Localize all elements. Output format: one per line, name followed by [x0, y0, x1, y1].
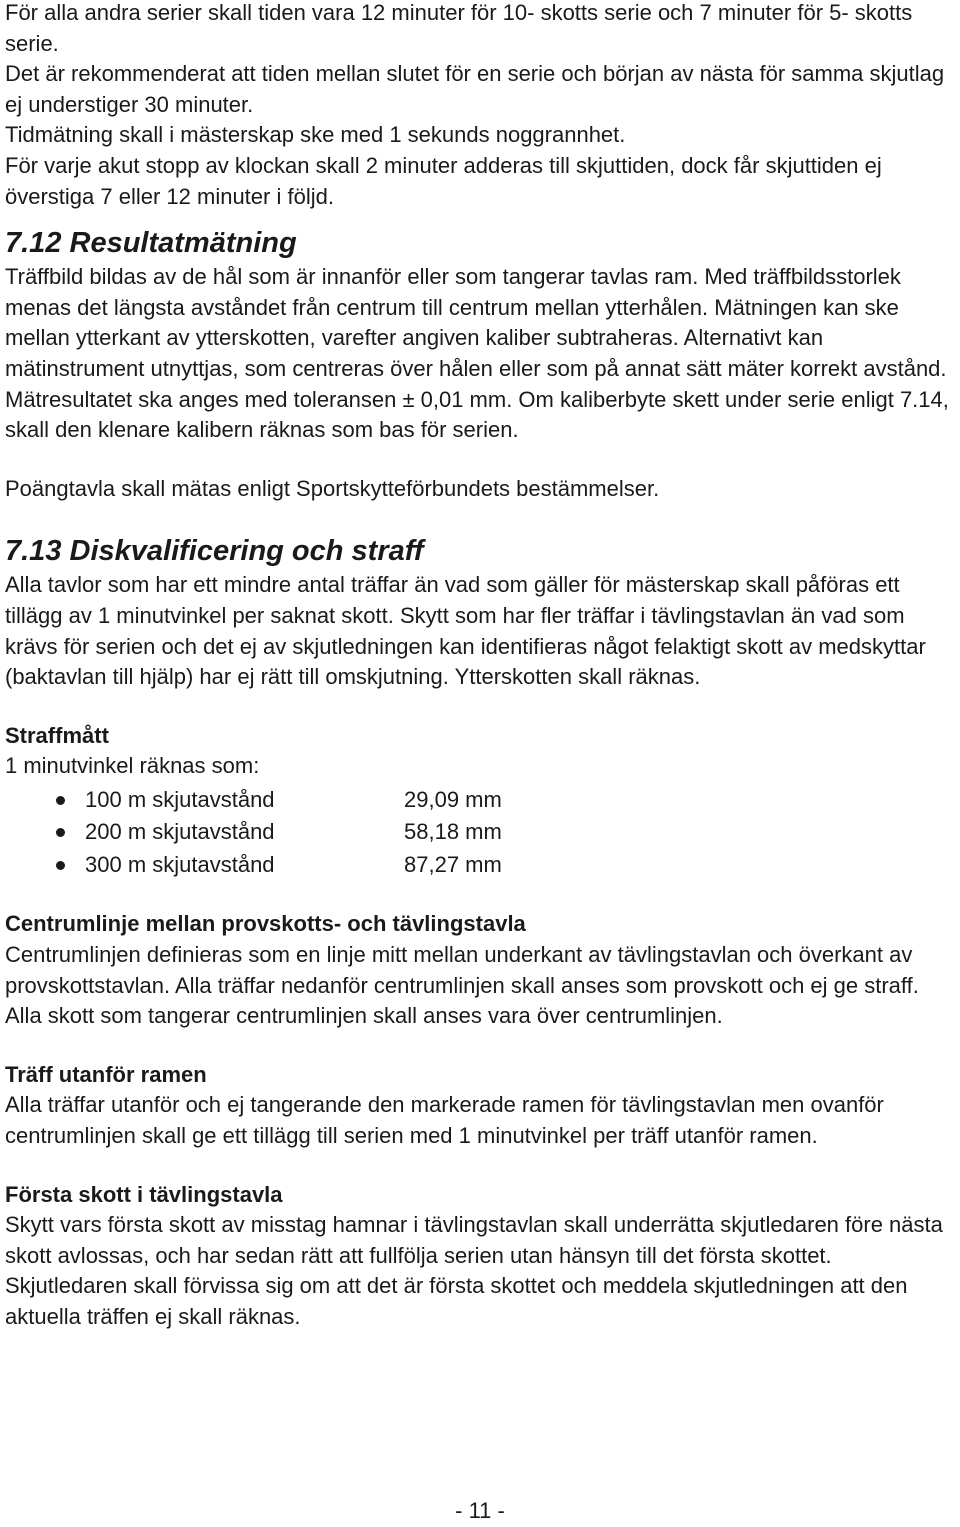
distance-value: 58,18 mm [404, 819, 502, 845]
list-item [5, 849, 957, 882]
traff-utanfor-heading: Träff utanför ramen [5, 1061, 207, 1087]
straffmatt-intro: 1 minutvinkel räknas som: [5, 753, 260, 779]
centrumlinje-body: Centrumlinjen definieras som en linje mitt mellan underkant av tävlingstavlan och överkant av provskottstavlan. Alla träffar nedanför centrumlinjen skall anses som provskott och ej ge straff. Alla skott som tangerar centrumlinjen skall anses vara över centrumlinjen. [5, 941, 919, 1029]
bullet-icon [56, 828, 65, 837]
list-item [5, 816, 957, 849]
list-item [5, 784, 957, 817]
forsta-skott-body: Skytt vars första skott av misstag hamnar i tävlingstavlan skall underrätta skjutledaren före nästa skott avlossas, och har sedan rätt att fullfölja serien utan hänsyn till det första skottet. Skjutledaren skall förvissa sig om att det är första skottet och meddela skjutledningen att den aktuella träffen ej skall räknas. [5, 1212, 943, 1329]
section-heading-7-13: 7.13 Diskvalificering och straff [5, 535, 424, 568]
intro-paragraph-3: Tidmätning skall i mästerskap ske med 1 sekunds noggrannhet. [5, 122, 626, 148]
section-7-12-body: Träffbild bildas av de hål som är innanför eller som tangerar tavlas ram. Med träffbildsstorlek menas det längsta avståndet från centrum till centrum mellan ytterhålen. Mätningen kan ske mellan ytterkant av ytterskotten, varefter angiven kaliber subtraheras. Alternativt kan mätinstrument utnyttjas, som centreras över hålen eller som på annat sätt mäter korrekt avstånd. Mätresultatet ska anges med toleransen ± 0,01 mm. Om kaliberbyte skett under serie enligt 7.14, skall den klenare kalibern räknas som bas för serien. [5, 264, 949, 443]
distance-label: 100 m skjutavstånd [85, 786, 275, 812]
bullet-icon [56, 861, 65, 870]
forsta-skott-heading: Första skott i tävlingstavla [5, 1181, 283, 1207]
distance-value: 29,09 mm [404, 786, 502, 812]
page-number: - 11 - [455, 1498, 505, 1523]
distance-label: 200 m skjutavstånd [85, 819, 275, 845]
centrumlinje-heading: Centrumlinje mellan provskotts- och tävlingstavla [5, 911, 526, 937]
section-7-12-note: Poängtavla skall mätas enligt Sportskytteförbundets bestämmelser. [5, 475, 660, 501]
document-page [5, 0, 957, 1333]
straffmatt-heading: Straffmått [5, 722, 109, 748]
intro-paragraph-1: För alla andra serier skall tiden vara 12 minuter för 10- skotts serie och 7 minuter för 5- skotts serie. [5, 0, 913, 56]
intro-paragraph-2: Det är rekommenderat att tiden mellan slutet för en serie och början av nästa för samma skjutlag ej understiger 30 minuter. [5, 61, 945, 117]
section-7-13-body: Alla tavlor som har ett mindre antal träffar än vad som gäller för mästerskap skall påföras ett tillägg av 1 minutvinkel per saknat skott. Skytt som har fler träffar i tävlingstavlan än vad som krävs för serien och det ej av skjutledningen kan identifieras något felaktigt skott av medskyttar (baktavlan till hjälp) har ej rätt till omskjutning. Ytterskotten skall räknas. [5, 572, 926, 690]
traff-utanfor-body: Alla träffar utanför och ej tangerande den markerade ramen för tävlingstavlan men ovanför centrumlinjen skall ge ett tillägg till serien med 1 minutvinkel per träff utanför ramen. [5, 1092, 884, 1148]
distance-value: 87,27 mm [404, 851, 502, 877]
section-heading-7-12: 7.12 Resultatmätning [5, 227, 297, 260]
bullet-icon [56, 796, 65, 805]
distance-list [5, 784, 957, 882]
intro-paragraph-4: För varje akut stopp av klockan skall 2 minuter adderas till skjuttiden, dock får skjuttiden ej överstiga 7 eller 12 minuter i följd. [5, 152, 882, 209]
distance-label: 300 m skjutavstånd [85, 851, 275, 877]
